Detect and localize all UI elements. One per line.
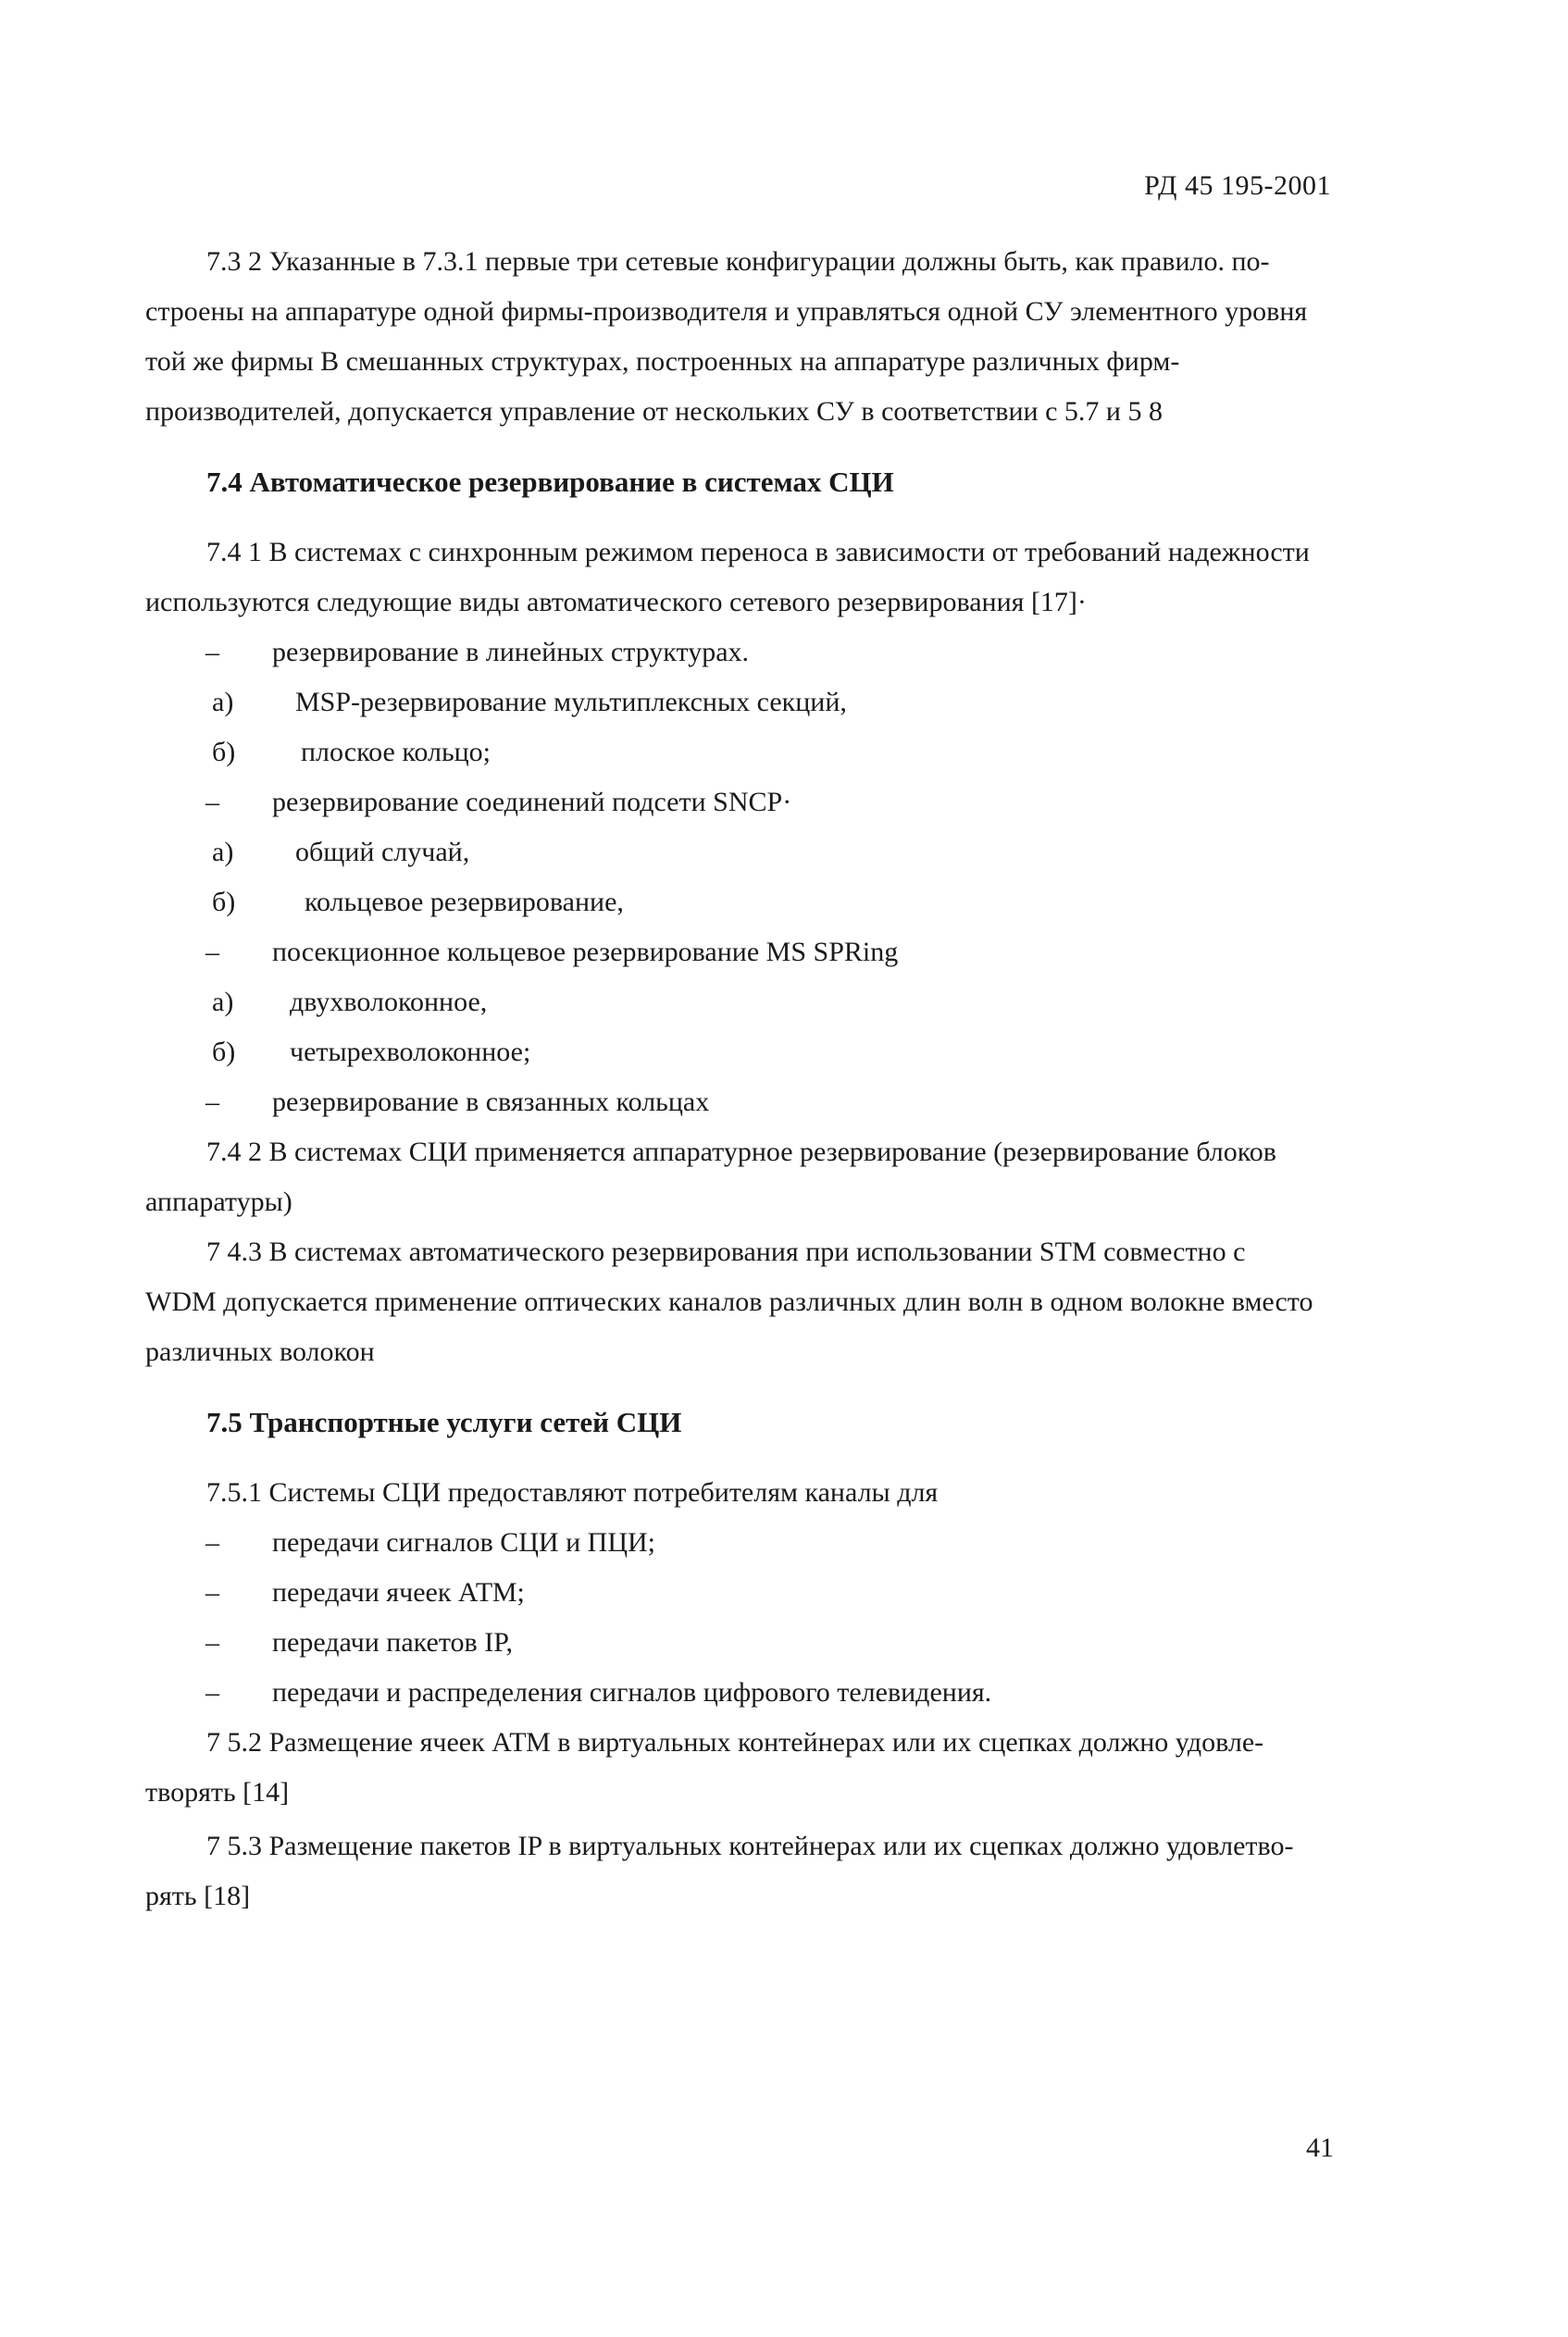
paragraph-7-5-2-line-1: 7 5.2 Размещение ячеек АТМ в виртуальных контейнерах или их сцепках должно удовле-	[206, 1727, 1264, 1758]
list-item-text: посекционное кольцевое резервирование MS SPRing	[272, 937, 899, 967]
list-item	[145, 727, 1339, 777]
paragraph-7-4-3-line-2: WDM допускается применение оптических каналов различных длин волн в одном волокне вместо	[145, 1287, 1313, 1317]
paragraph-7-3-2-line-1: 7.3 2 Указанные в 7.3.1 первые три сетевые конфигурации должны быть, как правило. по-	[206, 246, 1270, 277]
section-heading-7-4: 7.4 Автоматическое резервирование в системах СЦИ	[206, 466, 894, 498]
list-marker: б)	[212, 1037, 236, 1067]
list-item-text: передачи сигналов СЦИ и ПЦИ;	[272, 1527, 655, 1558]
list-item-text: плоское кольцо;	[301, 737, 492, 767]
paragraph-7-3-2-line-2: строены на аппаратуре одной фирмы-производителя и управляться одной СУ элементного уровня	[145, 296, 1308, 327]
list-marker: б)	[212, 737, 236, 767]
paragraph-7-3-2-line-3: той же фирмы В смешанных структурах, построенных на аппаратуре различных фирм-	[145, 346, 1180, 377]
document-id: РД 45 195-2001	[1144, 170, 1331, 201]
list-item	[145, 677, 1339, 727]
list-marker: а)	[212, 987, 234, 1017]
list-item	[145, 977, 1339, 1027]
list-item	[145, 1618, 1339, 1668]
list-item	[145, 1077, 1339, 1127]
list-item	[145, 1668, 1339, 1718]
list-item	[145, 777, 1339, 827]
paragraph-7-5-1: 7.5.1 Системы СЦИ предоставляют потребителям каналы для	[206, 1477, 939, 1508]
list-marker: а)	[212, 687, 234, 717]
list-item	[145, 1027, 1339, 1077]
list-marker: б)	[212, 887, 236, 917]
paragraph-7-4-3-line-3: различных волокон	[145, 1336, 375, 1367]
section-heading-7-5: 7.5 Транспортные услуги сетей СЦИ	[206, 1406, 682, 1438]
list-marker: –	[205, 1677, 219, 1708]
page-number: 41	[1306, 2132, 1334, 2163]
paragraph-7-5-3-line-2: рять [18]	[145, 1881, 251, 1911]
list-item-text: двухволоконное,	[290, 987, 488, 1017]
list-item-text: передачи и распределения сигналов цифрового телевидения.	[272, 1677, 992, 1708]
list-item-text: резервирование соединений подсети SNCP·	[272, 787, 792, 817]
redundancy-types-list	[145, 628, 1339, 1127]
transport-services-list	[145, 1518, 1339, 1718]
list-marker: а)	[212, 837, 234, 867]
list-item-text: четырехволоконное;	[290, 1037, 531, 1067]
list-item-text: передачи ячеек АТМ;	[272, 1577, 525, 1608]
page-content	[145, 237, 1339, 1921]
list-item-text: кольцевое резервирование,	[305, 887, 624, 917]
list-item-text: MSP-резервирование мультиплексных секций,	[295, 687, 847, 717]
list-marker: –	[205, 637, 219, 667]
paragraph-7-5-3-line-1: 7 5.3 Размещение пакетов IP в виртуальных контейнерах или их сцепках должно удовлетво-	[206, 1831, 1294, 1861]
list-marker: –	[205, 1087, 219, 1117]
list-item	[145, 877, 1339, 927]
paragraph-7-4-2-line-2: аппаратуры)	[145, 1187, 292, 1217]
list-item-text: резервирование в линейных структурах.	[272, 637, 750, 667]
list-marker: –	[205, 787, 219, 817]
list-item	[145, 827, 1339, 877]
list-item	[145, 1518, 1339, 1568]
paragraph-7-3-2-line-4: производителей, допускается управление от нескольких СУ в соответствии с 5.7 и 5 8	[145, 396, 1163, 427]
paragraph-7-4-3-line-1: 7 4.3 В системах автоматического резервирования при использовании STM совместно с	[206, 1237, 1246, 1267]
list-marker: –	[205, 1577, 219, 1608]
paragraph-7-4-1-line-2: используются следующие виды автоматического сетевого резервирования [17]·	[145, 587, 1087, 617]
list-item-text: резервирование в связанных кольцах	[272, 1087, 710, 1117]
list-marker: –	[205, 937, 219, 967]
list-item	[145, 1568, 1339, 1618]
list-item	[145, 927, 1339, 977]
list-item-text: передачи пакетов IP,	[272, 1627, 514, 1658]
list-marker: –	[205, 1627, 219, 1658]
list-item	[145, 628, 1339, 677]
paragraph-7-4-2-line-1: 7.4 2 В системах СЦИ применяется аппаратурное резервирование (резервирование блоков	[206, 1137, 1276, 1167]
paragraph-7-4-1-line-1: 7.4 1 В системах с синхронным режимом переноса в зависимости от требований надежности	[206, 537, 1310, 567]
list-item-text: общий случай,	[295, 837, 470, 867]
list-marker: –	[205, 1527, 219, 1558]
paragraph-7-5-2-line-2: творять [14]	[145, 1777, 290, 1808]
